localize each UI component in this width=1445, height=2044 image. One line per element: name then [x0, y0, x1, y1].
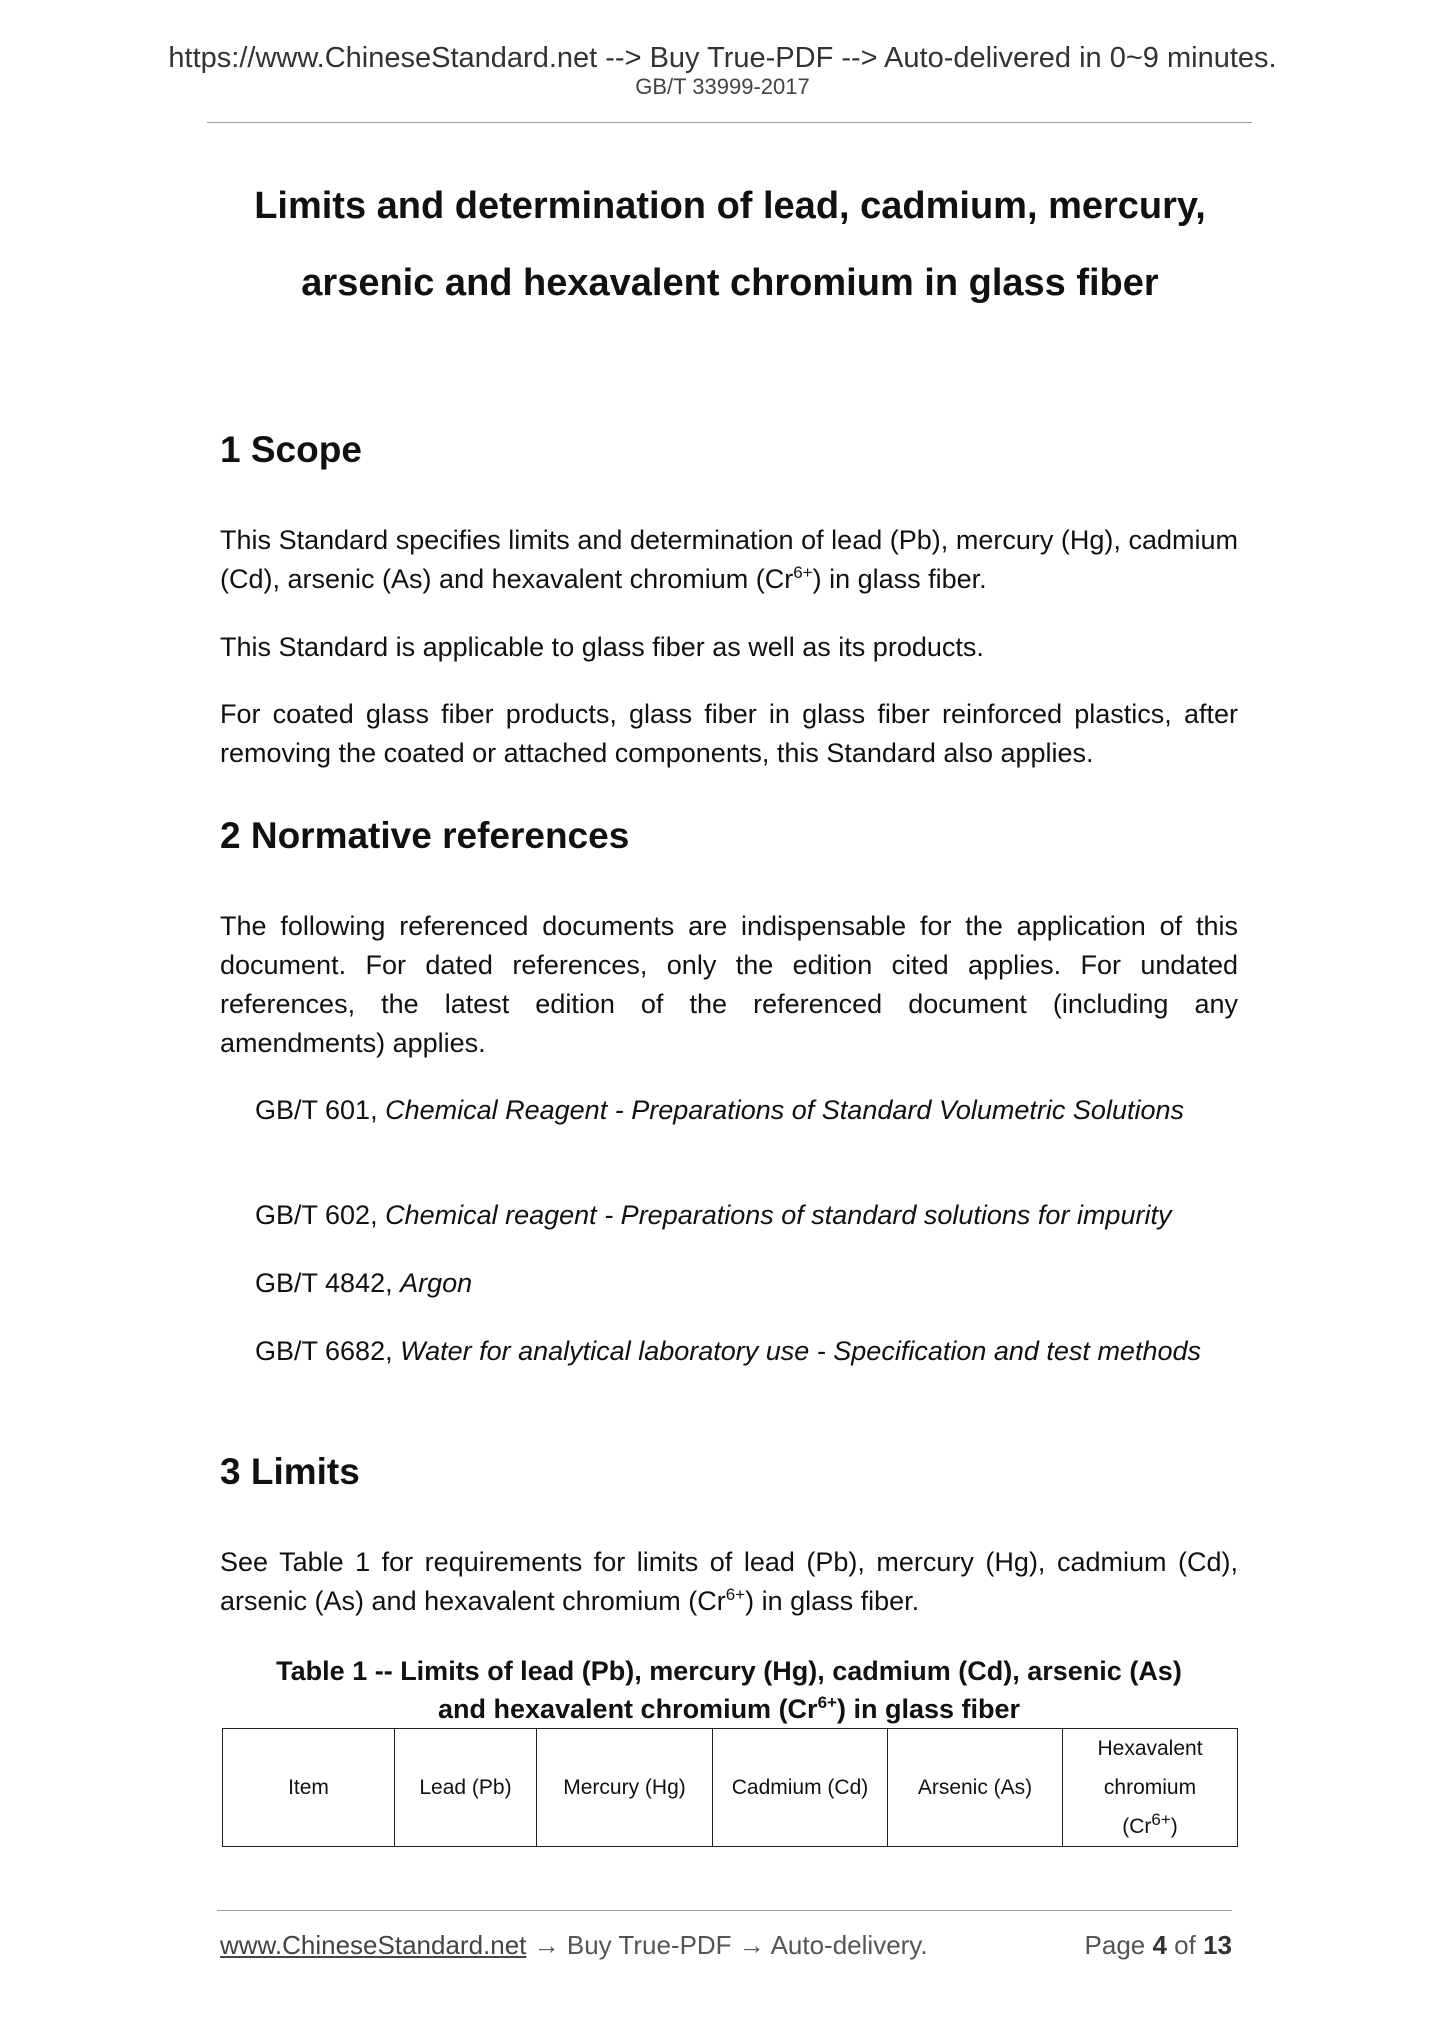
title-line-1: Limits and determination of lead, cadmium, mercury, [254, 185, 1206, 227]
section-scope [220, 428, 1238, 472]
header-divider [207, 122, 1252, 123]
text-run: ) in glass fiber. [812, 564, 987, 594]
page-label: Page [1084, 1930, 1153, 1960]
of-label: of [1166, 1930, 1204, 1960]
document-title [210, 168, 1250, 322]
table-caption [220, 1652, 1238, 1728]
paragraph-text: The following referenced documents are indispensable for the application of this document. For dated references, only the edition cited applies. For undated references, the latest edition of the referenced document (including any amendments) applies. [220, 911, 1238, 1058]
reference-item [220, 1091, 1238, 1130]
text-run: ) [1170, 1815, 1178, 1838]
page-number: 4 [1152, 1930, 1167, 1960]
reference-code: GB/T 6682, [255, 1336, 401, 1366]
footer-divider [217, 1910, 1232, 1911]
superscript: 6+ [817, 1693, 837, 1712]
title-line-2: arsenic and hexavalent chromium in glass fiber [301, 262, 1159, 304]
reference-code: GB/T 601, [255, 1095, 386, 1125]
caption-line-2 [220, 1690, 1238, 1728]
footer-site-link[interactable]: www.ChineseStandard.net [220, 1930, 527, 1960]
footer-text: → Buy True-PDF → Auto-delivery. [526, 1930, 928, 1960]
reference-title: Water for analytical laboratory use - Specification and test methods [400, 1336, 1201, 1366]
reference-title: Argon [400, 1268, 473, 1298]
section-heading: 1 Scope [220, 429, 362, 470]
section-normative [220, 814, 1238, 858]
section-heading: 2 Normative references [220, 815, 630, 856]
reference-item [220, 1196, 1238, 1235]
footer-left [220, 1929, 928, 1961]
paragraph-text: For coated glass fiber products, glass fiber in glass fiber reinforced plastics, after removing the coated or attached components, this Standard also applies. [220, 699, 1238, 768]
header-cell-cadmium: Cadmium (Cd) [713, 1729, 888, 1847]
reference-item [220, 1264, 1238, 1303]
source-banner: https://www.ChineseStandard.net --> Buy True-PDF --> Auto-delivered in 0~9 minutes. [168, 42, 1277, 74]
reference-title: Chemical Reagent - Preparations of Standard Volumetric Solutions [385, 1095, 1184, 1125]
cell-text: Hexavalent [1097, 1737, 1203, 1760]
header-cell-lead: Lead (Pb) [395, 1729, 537, 1847]
text-run: ) in glass fiber [836, 1694, 1021, 1724]
header-cell-arsenic: Arsenic (As) [888, 1729, 1063, 1847]
table-header-row [223, 1729, 1238, 1847]
page-total: 13 [1203, 1930, 1232, 1960]
scope-paragraph-1 [220, 521, 1238, 599]
reference-item [220, 1332, 1238, 1371]
header-cell-mercury: Mercury (Hg) [537, 1729, 713, 1847]
scope-paragraph-2 [220, 628, 1238, 667]
limits-paragraph [220, 1543, 1238, 1621]
section-heading: 3 Limits [220, 1451, 360, 1492]
header-cell-item: Item [223, 1729, 395, 1847]
limits-table [222, 1728, 1238, 1847]
normative-intro [220, 907, 1238, 1063]
caption-line-1: Table 1 -- Limits of lead (Pb), mercury (Hg), cadmium (Cd), arsenic (As) [276, 1656, 1182, 1686]
text-run: and hexavalent chromium (Cr [437, 1694, 818, 1724]
cell-text [1063, 1807, 1237, 1846]
page-indicator [1085, 1929, 1232, 1961]
scope-paragraph-3 [220, 695, 1238, 773]
paragraph-text: This Standard is applicable to glass fiber as well as its products. [220, 632, 984, 662]
cell-text: chromium [1103, 1776, 1197, 1799]
reference-title: Chemical reagent - Preparations of standard solutions for impurity [385, 1200, 1172, 1230]
standard-code: GB/T 33999-2017 [635, 74, 810, 99]
text-run: ) in glass fiber. [745, 1586, 920, 1616]
reference-code: GB/T 602, [255, 1200, 386, 1230]
header-cell-hexavalent-chromium [1063, 1729, 1238, 1847]
section-limits [220, 1450, 1238, 1494]
text-run: This Standard specifies limits and determination of lead (Pb), mercury (Hg), cadmium (Cd), arsenic (As) and hexavalent chromium (Cr [220, 525, 1238, 594]
superscript: 6+ [793, 563, 813, 582]
text-run: See Table 1 for requirements for limits of lead (Pb), mercury (Hg), cadmium (Cd), arsenic (As) and hexavalent chromium (Cr [220, 1547, 1238, 1616]
superscript: 6+ [725, 1585, 746, 1604]
text-run: (Cr [1122, 1815, 1152, 1838]
superscript: 6+ [1151, 1810, 1171, 1829]
reference-code: GB/T 4842, [255, 1268, 401, 1298]
